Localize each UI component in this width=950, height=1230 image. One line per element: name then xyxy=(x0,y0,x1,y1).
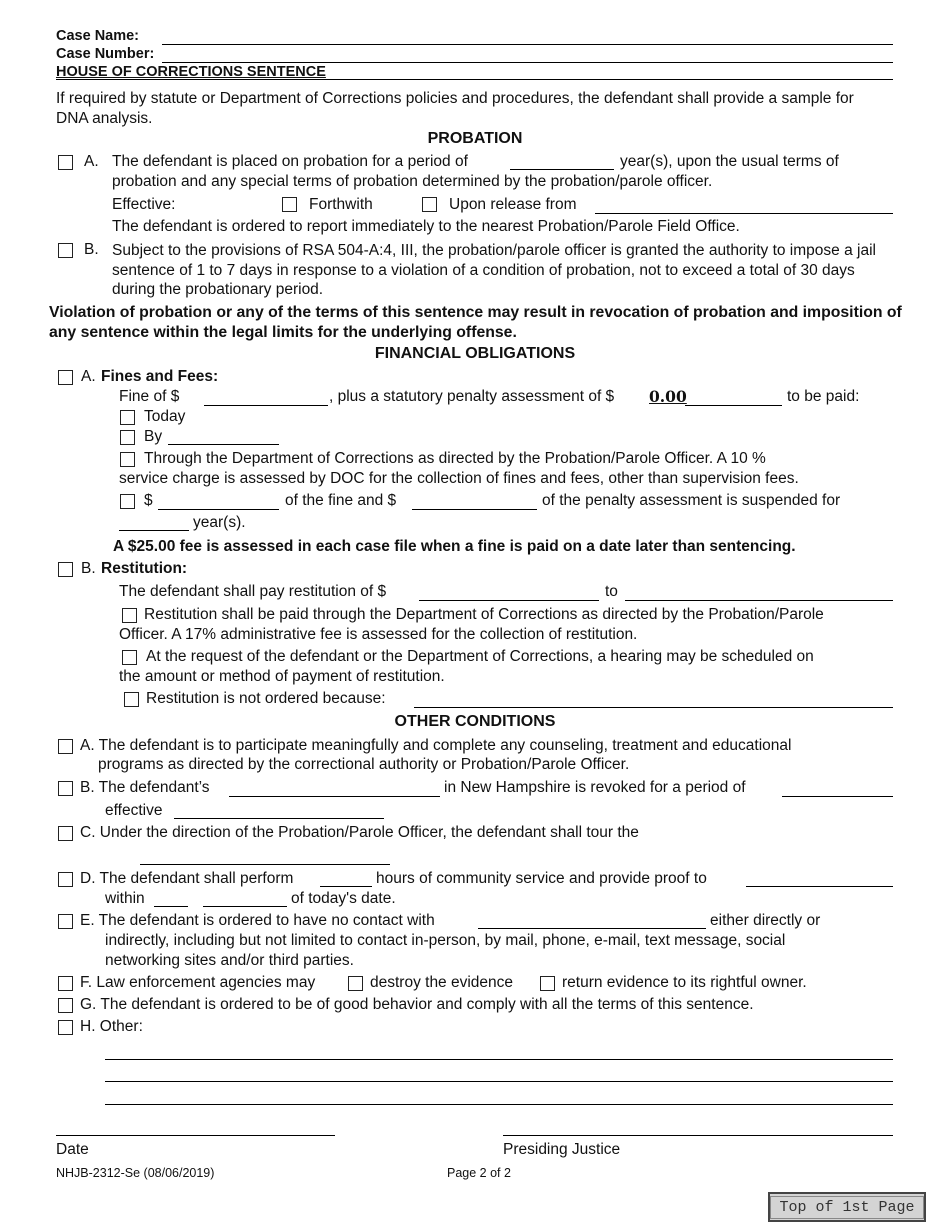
other-g-checkbox[interactable] xyxy=(58,998,73,1013)
restitution-checkbox[interactable] xyxy=(58,562,73,577)
suspend-checkbox[interactable] xyxy=(120,494,135,509)
section-title: HOUSE OF CORRECTIONS SENTENCE xyxy=(56,64,326,80)
fines-letter: A. xyxy=(81,368,96,385)
fines-checkbox[interactable] xyxy=(58,370,73,385)
other-e-text: E. The defendant is ordered to have no contact with xyxy=(80,912,435,929)
probation-period-field[interactable] xyxy=(510,169,614,170)
top-of-first-page-label: Top of 1st Page xyxy=(770,1196,923,1219)
tour-location-field[interactable] xyxy=(140,864,390,865)
to-be-paid-label: to be paid: xyxy=(787,388,860,405)
suspend-fine-field[interactable] xyxy=(158,509,279,510)
restitution-doc-checkbox[interactable] xyxy=(122,608,137,623)
effective-label: Effective: xyxy=(112,196,176,213)
header-rule xyxy=(56,79,893,80)
late-fee-notice: A $25.00 fee is assessed in each case file when a fine is paid on a date later than sentencing. xyxy=(113,538,796,555)
revocation-period-field[interactable] xyxy=(782,796,893,797)
within-unit-field[interactable] xyxy=(203,906,287,907)
doc-fines-checkbox[interactable] xyxy=(120,452,135,467)
other-line-1[interactable] xyxy=(105,1059,893,1060)
by-date-field[interactable] xyxy=(168,444,279,445)
other-d-checkbox[interactable] xyxy=(58,872,73,887)
upon-release-label: Upon release from xyxy=(449,196,577,213)
suspended-text: of the penalty assessment is suspended for xyxy=(542,492,841,509)
restitution-doc-text-2: Officer. A 17% administrative fee is assessed for the collection of restitution. xyxy=(119,626,638,643)
return-evidence-label: return evidence to its rightful owner. xyxy=(562,974,807,991)
no-contact-field[interactable] xyxy=(478,928,706,929)
hearing-text: At the request of the defendant or the Department of Corrections, a hearing may be scheduled on xyxy=(146,648,814,665)
case-number-label: Case Number: xyxy=(56,46,155,62)
other-f-checkbox[interactable] xyxy=(58,976,73,991)
upon-release-checkbox[interactable] xyxy=(422,197,437,212)
form-id: NHJB-2312-Se (08/06/2019) xyxy=(56,1166,215,1180)
revocation-effective-field[interactable] xyxy=(174,818,384,819)
fine-of-label: Fine of $ xyxy=(119,388,180,405)
other-line-2[interactable] xyxy=(105,1081,893,1082)
fines-title: Fines and Fees: xyxy=(101,368,219,385)
fine-amount-field[interactable] xyxy=(204,405,328,406)
by-label: By xyxy=(144,428,163,445)
other-h-checkbox[interactable] xyxy=(58,1020,73,1035)
penalty-text: , plus a statutory penalty assessment of $ xyxy=(329,388,615,405)
other-b-text-2: in New Hampshire is revoked for a period of xyxy=(444,779,746,796)
probation-title: PROBATION xyxy=(427,130,523,147)
other-d-text-2: hours of community service and provide proof to xyxy=(376,870,707,887)
other-a-checkbox[interactable] xyxy=(58,739,73,754)
forthwith-checkbox[interactable] xyxy=(282,197,297,212)
doc-fines-text-2: service charge is assessed by DOC for the collection of fines and fees, other than supervision fees. xyxy=(119,470,799,487)
service-proof-field[interactable] xyxy=(746,886,893,887)
date-signature-line[interactable] xyxy=(56,1135,335,1136)
return-evidence-checkbox[interactable] xyxy=(540,976,555,991)
probation-b-text: Subject to the provisions of RSA 504-A:4, III, the probation/parole officer is granted the authority to impose a jail sentence of 1 to 7 days in response to a violation of a condition of probation, not to exceed a total of 30 days during the probationary period. xyxy=(112,242,876,298)
other-d-within: within xyxy=(105,890,145,907)
restitution-to-label: to xyxy=(605,583,618,600)
justice-label: Presiding Justice xyxy=(503,1141,621,1158)
release-from-field[interactable] xyxy=(595,213,893,214)
justice-signature-line[interactable] xyxy=(503,1135,893,1136)
other-b-text: B. The defendant’s xyxy=(80,779,210,796)
page-number: Page 2 of 2 xyxy=(447,1166,511,1180)
of-fine-text: of the fine and $ xyxy=(285,492,397,509)
probation-a-letter: A. xyxy=(84,153,99,170)
date-label: Date xyxy=(56,1141,89,1158)
within-number-field[interactable] xyxy=(154,906,188,907)
destroy-evidence-label: destroy the evidence xyxy=(370,974,514,991)
report-text: The defendant is ordered to report immediately to the nearest Probation/Parole Field Office. xyxy=(112,218,740,235)
other-d-text: D. The defendant shall perform xyxy=(80,870,294,887)
probation-a-checkbox[interactable] xyxy=(58,155,73,170)
other-title: OTHER CONDITIONS xyxy=(394,713,556,730)
other-c-text: C. Under the direction of the Probation/Parole Officer, the defendant shall tour the xyxy=(80,824,639,841)
case-name-label: Case Name: xyxy=(56,28,140,44)
destroy-evidence-checkbox[interactable] xyxy=(348,976,363,991)
case-name-field[interactable] xyxy=(162,44,893,45)
hearing-checkbox[interactable] xyxy=(122,650,137,665)
violation-warning: Violation of probation or any of the terms of this sentence may result in revocation of probation and imposition of any sentence within the legal limits for the underlying offense. xyxy=(49,304,902,341)
restitution-title: Restitution: xyxy=(101,560,188,577)
other-g-text: G. The defendant is ordered to be of good behavior and comply with all the terms of this sentence. xyxy=(80,996,754,1013)
suspend-years-field[interactable] xyxy=(119,530,189,531)
top-of-first-page-button[interactable] xyxy=(768,1192,926,1222)
suspend-years-label: year(s). xyxy=(193,514,246,531)
by-checkbox[interactable] xyxy=(120,430,135,445)
today-label: Today xyxy=(144,408,186,425)
suspend-dollar: $ xyxy=(144,492,153,509)
service-hours-field[interactable] xyxy=(320,886,372,887)
case-number-field[interactable] xyxy=(162,62,893,63)
doc-fines-text: Through the Department of Corrections as directed by the Probation/Parole Officer. A 10 % xyxy=(144,450,766,467)
restitution-text: The defendant shall pay restitution of $ xyxy=(119,583,387,600)
other-e-checkbox[interactable] xyxy=(58,914,73,929)
probation-b-letter: B. xyxy=(84,241,99,258)
forthwith-label: Forthwith xyxy=(309,196,373,213)
dna-intro: If required by statute or Department of Corrections policies and procedures, the defendant shall provide a sample for DNA analysis. xyxy=(56,90,854,127)
other-a-text: A. The defendant is to participate meaningfully and complete any counseling, treatment and educational xyxy=(80,737,792,754)
restitution-amount-field[interactable] xyxy=(419,600,599,601)
other-e-text-4: networking sites and/or third parties. xyxy=(105,952,354,969)
restitution-doc-text: Restitution shall be paid through the Department of Corrections as directed by the Probation/Parole xyxy=(144,606,824,623)
other-e-text-3: indirectly, including but not limited to contact in-person, by mail, phone, e-mail, text message, social xyxy=(105,932,786,949)
probation-a-text: The defendant is placed on probation for a period of xyxy=(112,153,468,170)
not-ordered-reason-field[interactable] xyxy=(414,707,893,708)
restitution-letter: B. xyxy=(81,560,96,577)
other-f-text: F. Law enforcement agencies may xyxy=(80,974,316,991)
not-ordered-text: Restitution is not ordered because: xyxy=(146,690,386,707)
other-h-text: H. Other: xyxy=(80,1018,143,1035)
probation-b-checkbox[interactable] xyxy=(58,243,73,258)
probation-a-terms: probation and any special terms of probation determined by the probation/parole officer. xyxy=(112,173,713,190)
probation-a-years: year(s), upon the usual terms of xyxy=(620,153,839,170)
other-b-effective: effective xyxy=(105,802,163,819)
other-c-checkbox[interactable] xyxy=(58,826,73,841)
penalty-value[interactable]: 0.00 xyxy=(649,387,687,406)
financial-title: FINANCIAL OBLIGATIONS xyxy=(374,345,576,362)
restitution-payee-field[interactable] xyxy=(625,600,893,601)
other-e-text-2: either directly or xyxy=(710,912,821,929)
today-checkbox[interactable] xyxy=(120,410,135,425)
other-b-checkbox[interactable] xyxy=(58,781,73,796)
license-type-field[interactable] xyxy=(229,796,440,797)
other-line-3[interactable] xyxy=(105,1104,893,1105)
other-d-date: of today's date. xyxy=(291,890,396,907)
suspend-penalty-field[interactable] xyxy=(412,509,537,510)
hearing-text-2: the amount or method of payment of restitution. xyxy=(119,668,445,685)
other-a-text-2: programs as directed by the correctional authority or Probation/Parole Officer. xyxy=(98,756,630,773)
not-ordered-checkbox[interactable] xyxy=(124,692,139,707)
penalty-field-line xyxy=(685,405,782,406)
